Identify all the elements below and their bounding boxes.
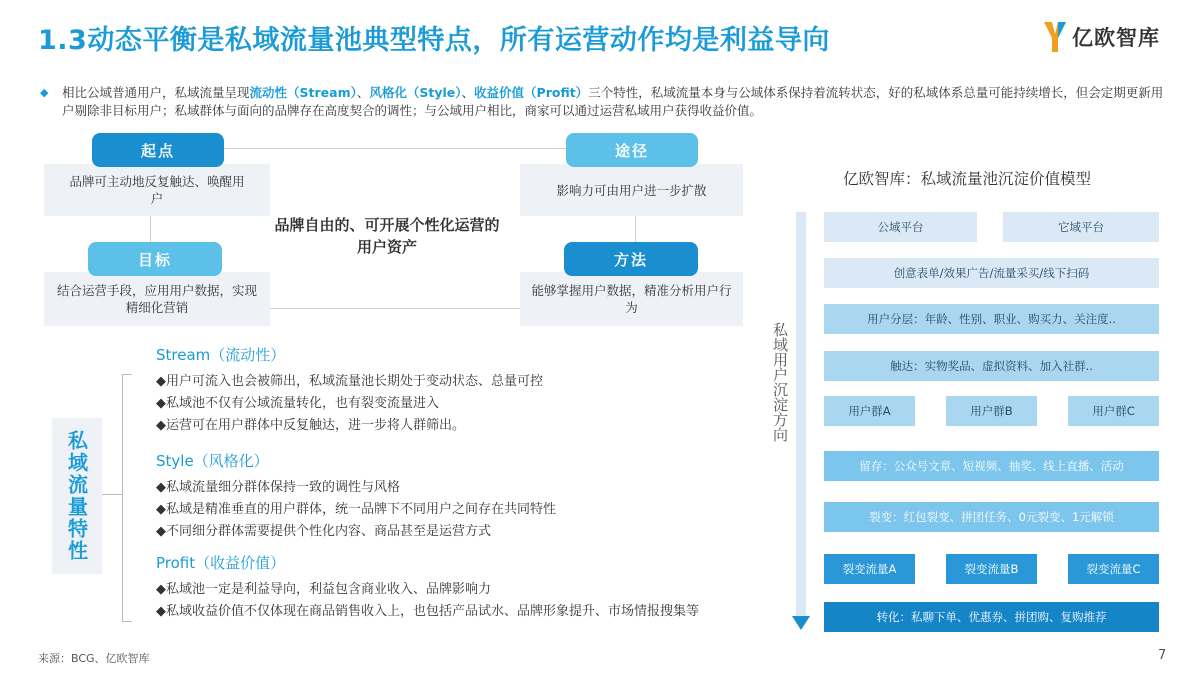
model-user-group-a: 用户群A xyxy=(824,396,915,426)
intro-paragraph xyxy=(40,84,1165,120)
style-item-2: ◆私域是精准垂直的用户群体，统一品牌下不同用户之间存在共同特性 xyxy=(156,502,556,517)
goal-box xyxy=(44,272,270,326)
axis-label: 私域用户沉淀方向 xyxy=(771,322,789,442)
yiou-logo-icon xyxy=(1042,20,1068,54)
brand-logo xyxy=(1042,20,1160,54)
model-reach-row: 触达：实物奖品、虚拟资料、加入社群.. xyxy=(824,351,1159,381)
goal-tag: 目标 xyxy=(88,242,222,276)
path-text: 影响力可由用户进一步扩散 xyxy=(556,182,707,198)
stream-heading: Stream（流动性） xyxy=(156,346,286,364)
center-statement: 品牌自由的、可开展个性化运营的用户资产 xyxy=(274,216,500,256)
intro-profit: 收益价值（Profit） xyxy=(474,85,589,100)
style-item-3: ◆不同细分群体需要提供个性化内容、商品甚至是运营方式 xyxy=(156,524,491,539)
start-tag: 起点 xyxy=(92,133,224,167)
model-fission-flow-c: 裂变流量C xyxy=(1068,554,1159,584)
page-number: 7 xyxy=(1158,648,1167,663)
model-retention-row: 留存：公众号文章、短视频、抽奖、线上直播、活动 xyxy=(824,451,1159,481)
stream-item-2: ◆私域池不仅有公域流量转化，也有裂变流量进入 xyxy=(156,396,439,411)
arrow-down-icon xyxy=(792,616,810,630)
stream-item-1: ◆用户可流入也会被筛出，私域流量池长期处于变动状态、总量可控 xyxy=(156,374,543,389)
model-public-platform: 公域平台 xyxy=(824,212,977,242)
direction-axis xyxy=(796,212,806,624)
intro-stream: 流动性（Stream） xyxy=(249,85,357,100)
profit-item-1: ◆私域池一定是利益导向，利益包含商业收入、品牌影响力 xyxy=(156,582,491,597)
method-text: 能够掌握用户数据，精准分析用户行为 xyxy=(531,283,732,315)
path-box xyxy=(520,164,743,216)
path-tag: 途径 xyxy=(566,133,698,167)
style-item-1: ◆私域流量细分群体保持一致的调性与风格 xyxy=(156,480,400,495)
source-note: 来源：BCG、亿欧智库 xyxy=(38,652,150,665)
model-user-group-b: 用户群B xyxy=(946,396,1037,426)
model-conversion-row: 转化：私聊下单、优惠券、拼团购、复购推荐 xyxy=(824,602,1159,632)
intro-pre: 相比公域普通用户，私域流量呈现 xyxy=(62,85,250,100)
stream-item-3: ◆运营可在用户群体中反复触达，进一步将人群筛出。 xyxy=(156,418,465,433)
method-tag: 方法 xyxy=(564,242,698,276)
model-other-platform: 它域平台 xyxy=(1003,212,1159,242)
intro-post: 三个特性，私域流量本身与公域体系保持着流转状态，好的私域体系总量可能持续增长，但会定期更新用户剔除非目标用户；私域群体与面向的品牌存在高度契合的调性；与公域用户相比，商家可以通过运营私域用户获得收益价值。 xyxy=(62,85,1164,118)
intro-sep1: 、 xyxy=(356,85,370,100)
method-box xyxy=(520,272,743,326)
intro-sep2: 、 xyxy=(461,85,475,100)
features-side-label xyxy=(52,418,102,574)
model-fission-row: 裂变：红包裂变、拼团任务、0元裂变、1元解锁 xyxy=(824,502,1159,532)
profit-heading: Profit（收益价值） xyxy=(156,554,286,572)
brace-connector xyxy=(102,494,122,495)
goal-text: 结合运营手段，应用用户数据，实现精细化营销 xyxy=(56,283,257,315)
style-heading: Style（风格化） xyxy=(156,452,269,470)
start-box xyxy=(44,164,270,216)
features-side-text: 私域流量特性 xyxy=(64,430,89,562)
profit-item-2: ◆私域收益价值不仅体现在商品销售收入上，也包括产品试水、品牌形象提升、市场情报搜集等 xyxy=(156,604,699,619)
intro-style: 风格化（Style） xyxy=(369,85,462,100)
logo-text: 亿欧智库 xyxy=(1072,26,1160,50)
model-fission-flow-a: 裂变流量A xyxy=(824,554,915,584)
diamond-bullet-icon: ◆ xyxy=(40,86,49,99)
start-text: 品牌可主动地反复触达、唤醒用户 xyxy=(69,174,245,206)
page-title: 1.3动态平衡是私域流量池典型特点，所有运营动作均是利益导向 xyxy=(38,25,830,56)
features-brace xyxy=(122,374,132,622)
model-segmentation-row: 用户分层：年龄、性别、职业、购买力、关注度.. xyxy=(824,304,1159,334)
model-title: 亿欧智库：私域流量池沉淀价值模型 xyxy=(843,170,1092,188)
model-acquisition-row: 创意表单/效果广告/流量采买/线下扫码 xyxy=(824,258,1159,288)
model-user-group-c: 用户群C xyxy=(1068,396,1159,426)
model-fission-flow-b: 裂变流量B xyxy=(946,554,1037,584)
